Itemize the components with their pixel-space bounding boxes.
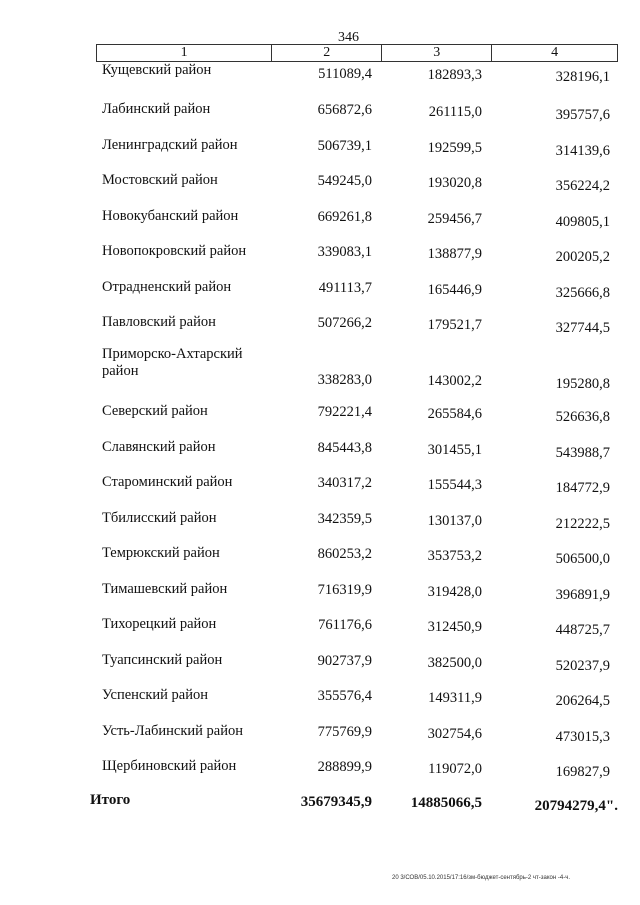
table-row [0,648,640,678]
table-row [0,97,640,127]
cell-col-2: 507266,2 [317,315,372,331]
table-row [0,435,640,465]
cell-col-4: 526636,8 [555,409,610,425]
cell-col-4: 328196,1 [555,69,610,85]
cell-col-4: 409805,1 [555,214,610,230]
table-row [0,577,640,607]
district-name: Староминский район [102,474,233,490]
cell-col-2: 338283,0 [317,372,372,388]
cell-col-4: 184772,9 [555,480,610,496]
cell-col-3: 265584,6 [427,406,482,422]
district-name: Тимашевский район [102,581,228,597]
cell-col-2: 902737,9 [317,653,372,669]
total-col-3: 14885066,5 [410,795,482,811]
district-name: Приморско-Ахтарский район [102,346,243,379]
cell-col-2: 792221,4 [317,404,372,420]
table-row [0,754,640,784]
cell-col-3: 130137,0 [427,513,482,529]
district-name: Туапсинский район [102,652,223,668]
table-row [0,470,640,500]
cell-col-3: 192599,5 [427,140,482,156]
cell-col-3: 353753,2 [427,548,482,564]
cell-col-3: 193020,8 [427,175,482,191]
cell-col-3: 179521,7 [427,317,482,333]
cell-col-2: 860253,2 [317,546,372,562]
cell-col-4: 327744,5 [555,320,610,336]
district-name: Лабинский район [102,101,211,117]
cell-col-4: 206264,5 [555,693,610,709]
cell-col-2: 491113,7 [318,280,372,296]
column-header-3: 3 [382,45,492,62]
district-name: Кущевский район [102,62,212,78]
cell-col-2: 506739,1 [317,138,372,154]
cell-col-4: 169827,9 [555,764,610,780]
cell-col-2: 288899,9 [317,759,372,775]
total-row [0,792,640,822]
cell-col-4: 543988,7 [555,445,610,461]
cell-col-2: 340317,2 [317,475,372,491]
district-name: Славянский район [102,439,216,455]
cell-col-3: 149311,9 [428,690,482,706]
cell-col-2: 549245,0 [317,173,372,189]
table-row [0,239,640,269]
cell-col-3: 155544,3 [427,477,482,493]
cell-col-4: 396891,9 [555,587,610,603]
district-name: Тихорецкий район [102,616,217,632]
cell-col-3: 165446,9 [427,282,482,298]
cell-col-4: 520237,9 [555,658,610,674]
table-row [0,719,640,749]
cell-col-2: 511089,4 [318,66,372,82]
table-row [0,683,640,713]
table-row [0,275,640,305]
table-row [0,168,640,198]
document-footer-stamp: 20 3/СОВ/05.10.2015/17:16/зм-бюджет-сентябрь-2 чт-закон -4-ч. [392,875,570,881]
cell-col-3: 259456,7 [427,211,482,227]
page-number: 346 [338,30,359,45]
cell-col-4: 212222,5 [555,516,610,532]
district-name: Тбилисский район [102,510,217,526]
column-header-2: 2 [272,45,382,62]
table-row [0,612,640,642]
cell-col-3: 319428,0 [427,584,482,600]
district-name: Отрадненский район [102,279,232,295]
cell-col-2: 761176,6 [318,617,372,633]
cell-col-2: 716319,9 [317,582,372,598]
column-header-table [96,44,618,62]
district-name: Темрюкский район [102,545,220,561]
district-name: Усть-Лабинский район [102,723,243,739]
cell-col-2: 355576,4 [317,688,372,704]
cell-col-2: 669261,8 [317,209,372,225]
cell-col-3: 119072,0 [428,761,482,777]
table-row [0,133,640,163]
district-name: Щербиновский район [102,758,237,774]
cell-col-3: 312450,9 [427,619,482,635]
cell-col-3: 382500,0 [427,655,482,671]
column-header-4: 4 [492,45,618,62]
table-row [0,506,640,536]
cell-col-3: 182893,3 [427,67,482,83]
total-col-2: 35679345,9 [300,794,372,810]
district-name: Мостовский район [102,172,218,188]
cell-col-4: 356224,2 [555,178,610,194]
column-header-1: 1 [97,45,272,62]
cell-col-4: 200205,2 [555,249,610,265]
cell-col-3: 138877,9 [427,246,482,262]
total-col-4: 20794279,4". [534,798,618,814]
cell-col-4: 195280,8 [555,376,610,392]
cell-col-4: 473015,3 [555,729,610,745]
cell-col-4: 395757,6 [555,107,610,123]
table-row [0,310,640,340]
cell-col-3: 143002,2 [427,373,482,389]
table-row [0,204,640,234]
table-row [0,62,640,92]
district-name: Ленинградский район [102,137,238,153]
cell-col-2: 775769,9 [317,724,372,740]
cell-col-4: 506500,0 [555,551,610,567]
cell-col-2: 656872,6 [317,102,372,118]
table-row [0,346,640,396]
district-name: Новопокровский район [102,243,247,259]
cell-col-4: 325666,8 [555,285,610,301]
district-name: Павловский район [102,314,216,330]
table-row [0,399,640,429]
cell-col-3: 302754,6 [427,726,482,742]
district-name: Новокубанский район [102,208,239,224]
cell-col-3: 301455,1 [427,442,482,458]
district-name: Северский район [102,403,208,419]
cell-col-2: 342359,5 [317,511,372,527]
cell-col-4: 314139,6 [555,143,610,159]
cell-col-4: 448725,7 [555,622,610,638]
total-label: Итого [90,792,131,808]
cell-col-2: 845443,8 [317,440,372,456]
table-row [0,541,640,571]
cell-col-3: 261115,0 [428,104,482,120]
cell-col-2: 339083,1 [317,244,372,260]
district-name: Успенский район [102,687,208,703]
